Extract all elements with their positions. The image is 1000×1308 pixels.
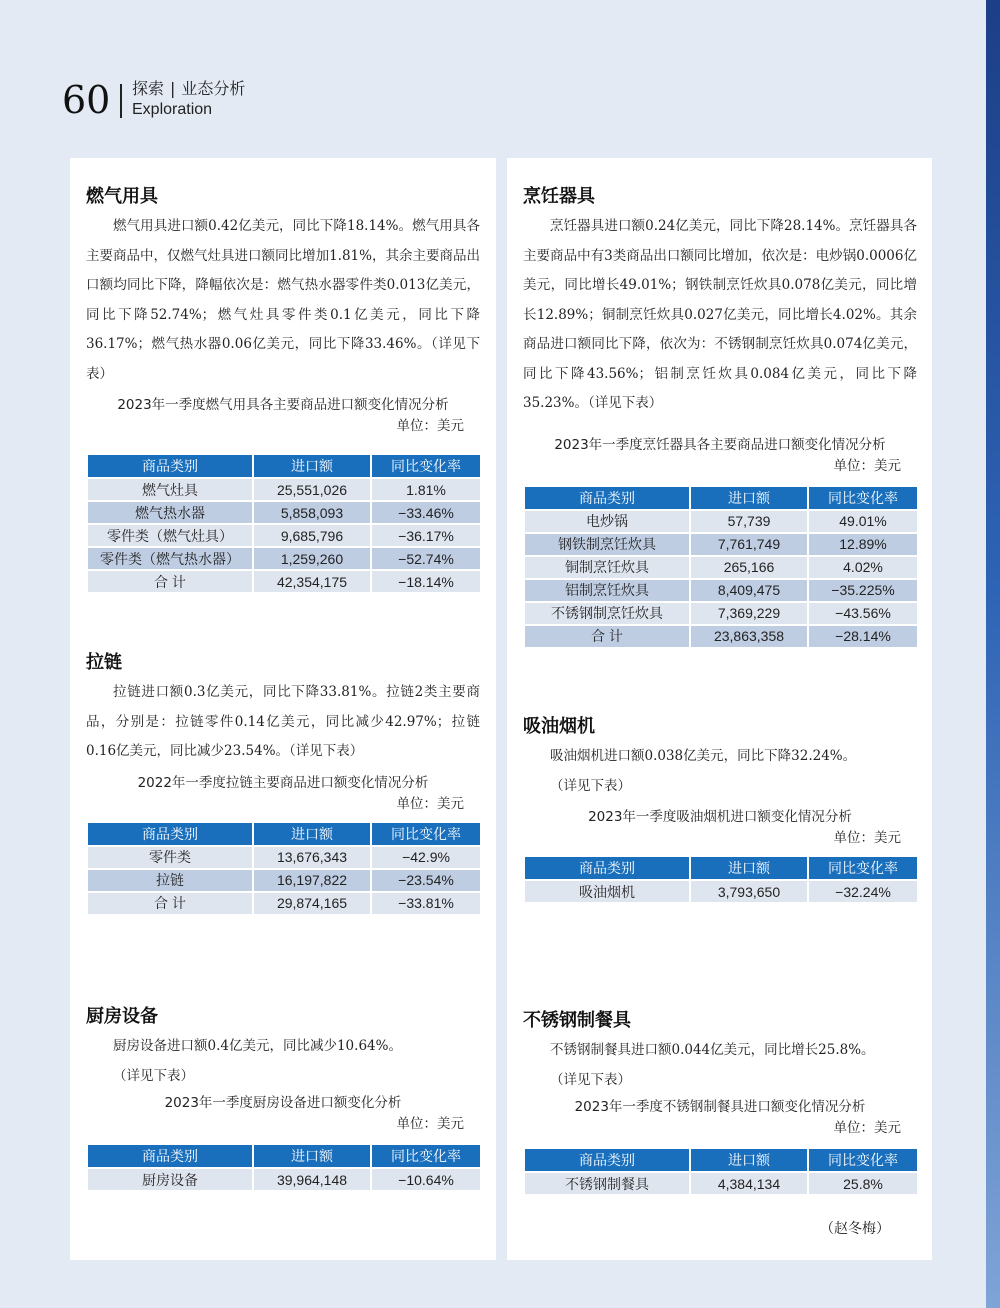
table-unit: 单位：美元 <box>833 457 901 474</box>
column-header: 商品类别 <box>87 454 253 478</box>
section-title: 拉链 <box>86 652 122 673</box>
header-divider <box>120 84 122 118</box>
table-unit: 单位：美元 <box>396 795 464 812</box>
table-cell: −35.225% <box>808 579 918 602</box>
data-table <box>86 453 482 594</box>
table-header-row <box>524 486 918 510</box>
table-caption: 2023年一季度吸油烟机进口额变化情况分析 <box>588 809 852 825</box>
table-cell: 25.8% <box>808 1172 918 1195</box>
column-header: 进口额 <box>690 856 808 880</box>
table-caption: 2023年一季度燃气用具各主要商品进口额变化情况分析 <box>117 397 449 413</box>
section-paragraph-note: （详见下表） <box>113 1067 194 1084</box>
table-header-row <box>524 1148 918 1172</box>
page-number: 60 <box>62 78 111 122</box>
table-row <box>524 510 918 533</box>
table-row <box>524 533 918 556</box>
table-row <box>524 556 918 579</box>
separator: | <box>170 79 176 98</box>
right-column <box>507 158 932 1260</box>
table-cell: 5,858,093 <box>253 501 371 524</box>
data-table <box>523 1147 919 1196</box>
section-paragraph: 燃气用具进口额0.42亿美元，同比下降18.14%。燃气用具各主要商品中，仅燃气灶具进口额同比增加1.81%，其余主要商品出口额均同比下降，降幅依次是：燃气热水器零件类0.013亿美元，同比下降52.74%；燃气灶具零件类0.1亿美元，同比下降36.17%；燃气热水器0.06亿美元，同比下降33.46%。（详见下表） <box>86 218 480 382</box>
table-row <box>524 625 918 648</box>
table-caption: 2023年一季度不锈钢制餐具进口额变化情况分析 <box>574 1099 866 1115</box>
column-header: 同比变化率 <box>371 1144 481 1168</box>
section-stainless-tableware <box>523 1008 917 1196</box>
table-cell: 4,384,134 <box>690 1172 808 1195</box>
table-cell: 7,761,749 <box>690 533 808 556</box>
table-row <box>524 579 918 602</box>
section-title: 厨房设备 <box>86 1006 158 1027</box>
column-header: 同比变化率 <box>808 1148 918 1172</box>
table-cell: −10.64% <box>371 1168 481 1191</box>
header-title <box>132 78 245 100</box>
table-cell: 燃气灶具 <box>87 478 253 501</box>
table-cell: −43.56% <box>808 602 918 625</box>
table-cell: 12.89% <box>808 533 918 556</box>
table-cell: 合 计 <box>87 570 253 593</box>
table-cell: 铝制烹饪炊具 <box>524 579 690 602</box>
table-cell: −52.74% <box>371 547 481 570</box>
page-edge-strip <box>986 0 1000 1308</box>
section-paragraph: 烹饪器具进口额0.24亿美元，同比下降28.14%。烹饪器具各主要商品中有3类商品出口额同比增加，依次是：电炒锅0.0006亿美元，同比增长49.01%；钢铁制烹饪炊具0.078亿美元，同比增长12.89%；铜制烹饪炊具0.027亿美元，同比增长4.02%。其余商品进口额同比下降，依次为：不锈钢制烹饪炊具0.074亿美元，同比下降43.56%；铝制烹饪炊具0.084亿美元，同比下降35.23%。（详见下表） <box>523 218 917 411</box>
table-cell: 拉链 <box>87 869 253 892</box>
column-header: 商品类别 <box>87 1144 253 1168</box>
column-header: 商品类别 <box>87 822 253 846</box>
table-cell: −33.81% <box>371 892 481 915</box>
table-cell: 13,676,343 <box>253 846 371 869</box>
table-row <box>87 1168 481 1191</box>
column-header: 同比变化率 <box>808 856 918 880</box>
section-title: 烹饪器具 <box>523 186 595 207</box>
table-cell: 不锈钢制餐具 <box>524 1172 690 1195</box>
left-column <box>70 158 496 1260</box>
table-row <box>87 547 481 570</box>
category-label: 业态分析 <box>181 79 246 98</box>
column-header: 进口额 <box>253 822 371 846</box>
table-cell: 1,259,260 <box>253 547 371 570</box>
table-cell: 合 计 <box>87 892 253 915</box>
table-row <box>87 478 481 501</box>
column-header: 商品类别 <box>524 856 690 880</box>
table-cell: 零件类（燃气热水器） <box>87 547 253 570</box>
section-title: 燃气用具 <box>86 186 158 207</box>
table-unit: 单位：美元 <box>833 830 901 846</box>
column-header: 商品类别 <box>524 1148 690 1172</box>
table-unit: 单位：美元 <box>396 418 464 434</box>
table-cell: 7,369,229 <box>690 602 808 625</box>
column-header: 进口额 <box>690 1148 808 1172</box>
data-table <box>523 485 919 649</box>
table-cell: 电炒锅 <box>524 510 690 533</box>
section-paragraph: 拉链进口额0.3亿美元，同比下降33.81%。拉链2类主要商品，分别是：拉链零件0.14亿美元，同比减少42.97%；拉链0.16亿美元，同比减少23.54%。（详见下表） <box>86 684 480 759</box>
table-cell: 合 计 <box>524 625 690 648</box>
table-row <box>87 570 481 593</box>
column-header: 进口额 <box>690 486 808 510</box>
section-title: 吸油烟机 <box>523 716 595 737</box>
table-cell: 9,685,796 <box>253 524 371 547</box>
section-label: 探索 <box>132 79 165 98</box>
table-row <box>524 602 918 625</box>
column-header: 进口额 <box>253 454 371 478</box>
table-cell: 零件类（燃气灶具） <box>87 524 253 547</box>
table-cell: 零件类 <box>87 846 253 869</box>
section-kitchen-equipment <box>86 1004 480 1192</box>
table-cell: 23,863,358 <box>690 625 808 648</box>
table-row <box>87 892 481 915</box>
section-title: 不锈钢制餐具 <box>523 1010 631 1031</box>
section-range-hood <box>523 714 917 904</box>
table-cell: 4.02% <box>808 556 918 579</box>
table-cell: −32.24% <box>808 880 918 903</box>
table-header-row <box>87 1144 481 1168</box>
table-cell: −33.46% <box>371 501 481 524</box>
data-table <box>86 821 482 916</box>
table-cell: 57,739 <box>690 510 808 533</box>
table-cell: −23.54% <box>371 869 481 892</box>
table-caption: 2023年一季度烹饪器具各主要商品进口额变化情况分析 <box>554 436 886 453</box>
table-cell: −42.9% <box>371 846 481 869</box>
section-paragraph-note: （详见下表） <box>550 1071 631 1088</box>
table-caption: 2023年一季度厨房设备进口额变化分析 <box>164 1095 402 1111</box>
table-unit: 单位：美元 <box>396 1116 464 1132</box>
table-row <box>87 501 481 524</box>
author-signature: （赵冬梅） <box>820 1221 890 1237</box>
table-header-row <box>524 856 918 880</box>
table-cell: −28.14% <box>808 625 918 648</box>
data-table <box>523 855 919 904</box>
table-cell: 25,551,026 <box>253 478 371 501</box>
table-cell: 1.81% <box>371 478 481 501</box>
table-header-row <box>87 454 481 478</box>
column-header: 商品类别 <box>524 486 690 510</box>
column-header: 同比变化率 <box>808 486 918 510</box>
table-cell: 钢铁制烹饪炊具 <box>524 533 690 556</box>
section-cookware <box>523 184 917 649</box>
column-header: 同比变化率 <box>371 454 481 478</box>
table-cell: 16,197,822 <box>253 869 371 892</box>
table-cell: 265,166 <box>690 556 808 579</box>
table-cell: 29,874,165 <box>253 892 371 915</box>
table-cell: 8,409,475 <box>690 579 808 602</box>
table-cell: 39,964,148 <box>253 1168 371 1191</box>
table-row <box>524 1172 918 1195</box>
table-cell: 49.01% <box>808 510 918 533</box>
table-cell: 厨房设备 <box>87 1168 253 1191</box>
section-gas-appliances <box>86 184 480 594</box>
table-row <box>524 880 918 903</box>
table-cell: 铜制烹饪炊具 <box>524 556 690 579</box>
column-header: 同比变化率 <box>371 822 481 846</box>
section-paragraph-note: （详见下表） <box>550 777 631 794</box>
data-table <box>86 1143 482 1192</box>
table-caption: 2022年一季度拉链主要商品进口额变化情况分析 <box>137 774 429 791</box>
table-row <box>87 524 481 547</box>
section-paragraph-line: 不锈钢制餐具进口额0.044亿美元，同比增长25.8%。 <box>550 1042 875 1058</box>
table-unit: 单位：美元 <box>833 1120 901 1136</box>
table-cell: 42,354,175 <box>253 570 371 593</box>
table-cell: 燃气热水器 <box>87 501 253 524</box>
header-subtitle: Exploration <box>132 101 213 118</box>
table-cell: −36.17% <box>371 524 481 547</box>
section-paragraph-line: 吸油烟机进口额0.038亿美元，同比下降32.24%。 <box>550 748 857 764</box>
table-cell: −18.14% <box>371 570 481 593</box>
table-row <box>87 869 481 892</box>
table-header-row <box>87 822 481 846</box>
table-cell: 吸油烟机 <box>524 880 690 903</box>
table-cell: 3,793,650 <box>690 880 808 903</box>
table-cell: 不锈钢制烹饪炊具 <box>524 602 690 625</box>
table-row <box>87 846 481 869</box>
section-zipper <box>86 650 480 916</box>
section-paragraph-line: 厨房设备进口额0.4亿美元，同比减少10.64%。 <box>113 1038 402 1054</box>
column-header: 进口额 <box>253 1144 371 1168</box>
